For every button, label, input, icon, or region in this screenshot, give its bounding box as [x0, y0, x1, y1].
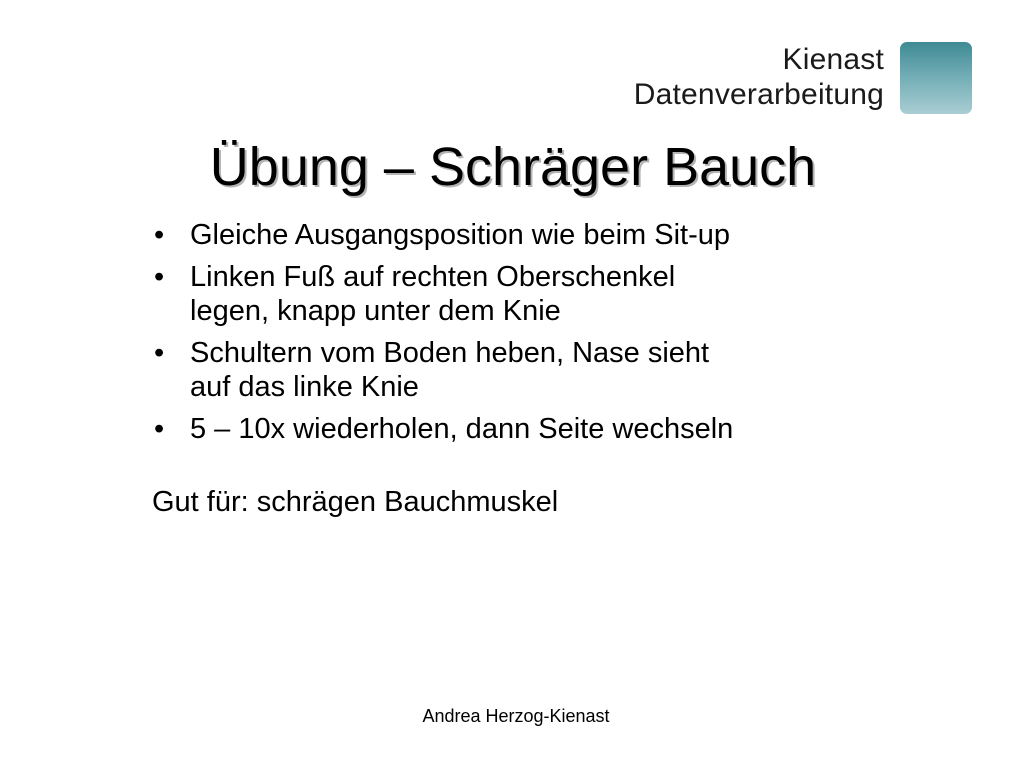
bullet-text-line: Schultern vom Boden heben, Nase sieht: [190, 337, 710, 369]
bullet-item: [152, 218, 872, 252]
bullet-list: [152, 218, 872, 454]
logo-square-icon: [900, 42, 972, 114]
company-logo: [634, 42, 972, 114]
bullet-marker: •: [154, 219, 165, 251]
bullet-item: [152, 336, 872, 404]
logo-company-tagline: Datenverarbeitung: [633, 78, 884, 112]
bullet-marker: •: [154, 337, 165, 369]
bullet-text-line: auf das linke Knie: [190, 371, 419, 403]
footer-author-text: Andrea Herzog-Kienast: [422, 706, 610, 726]
bullet-item: [152, 260, 872, 328]
bullet-text-line: legen, knapp unter dem Knie: [190, 295, 561, 327]
logo-company-name: Kienast: [782, 43, 884, 76]
bullet-text-line: 5 – 10x wiederholen, dann Seite wechseln: [190, 413, 734, 445]
footer-author: [0, 706, 1024, 727]
slide-title-text: Übung – Schräger Bauch: [209, 137, 817, 197]
logo-text: [634, 42, 884, 113]
bullet-item: [152, 412, 872, 446]
bullet-text-line: Gleiche Ausgangsposition wie beim Sit-up: [190, 219, 731, 251]
bullet-text-line: Linken Fuß auf rechten Oberschenkel: [190, 261, 676, 293]
bullet-marker: •: [154, 413, 165, 445]
summary-text: Gut für: schrägen Bauchmuskel: [152, 486, 559, 518]
bullet-marker: •: [154, 261, 165, 293]
slide-title: [0, 136, 1024, 198]
